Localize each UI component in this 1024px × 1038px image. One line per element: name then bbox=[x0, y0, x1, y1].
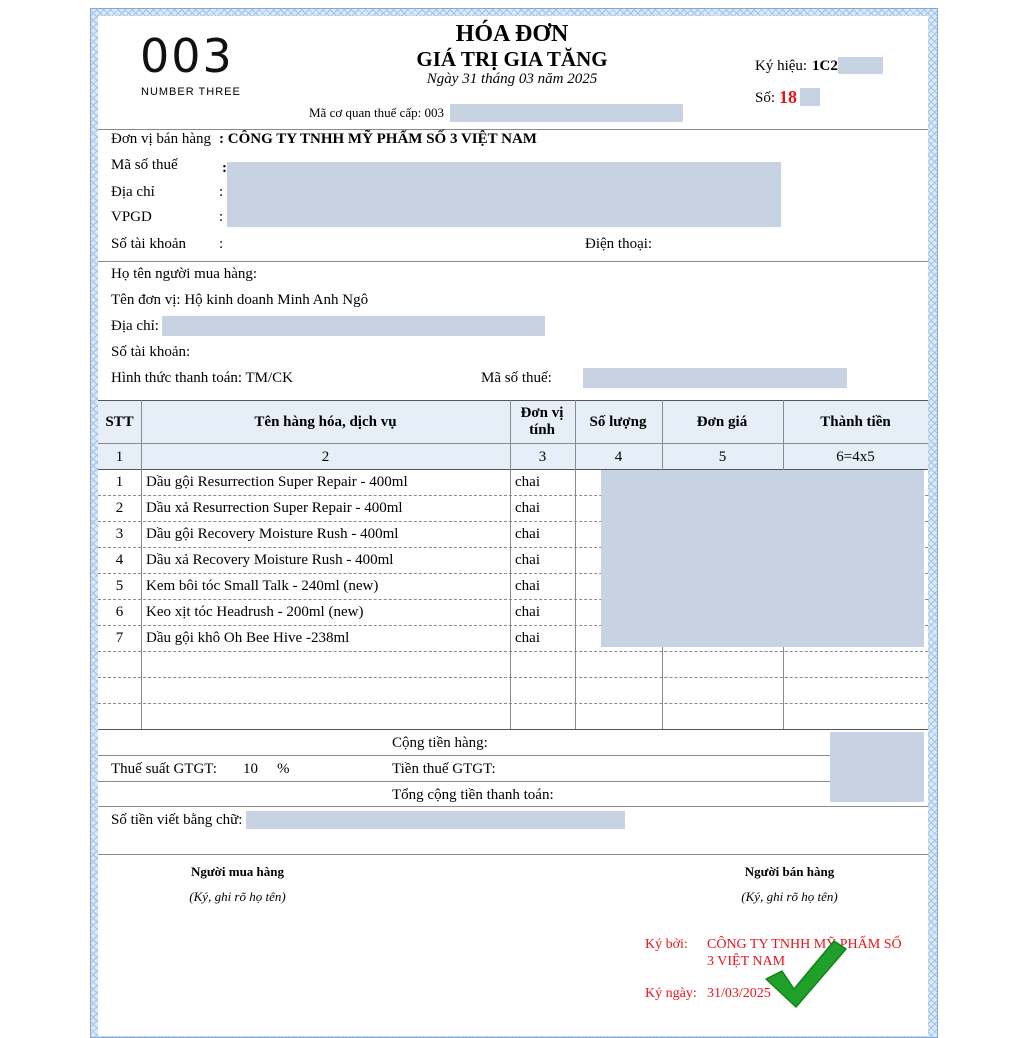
buyer-unit: Tên đơn vị: Hộ kinh doanh Minh Anh Ngô bbox=[111, 292, 369, 308]
seller-tax-colon: : bbox=[222, 160, 227, 176]
divider bbox=[98, 755, 830, 756]
divider bbox=[98, 806, 928, 807]
divider bbox=[98, 854, 928, 855]
header-item: Tên hàng hóa, dịch vụ bbox=[254, 413, 397, 430]
row-unit: chai bbox=[515, 630, 540, 646]
row-name: Dầu xả Resurrection Super Repair - 400ml bbox=[146, 500, 403, 516]
brand-logo-text: 003 bbox=[140, 33, 234, 77]
buyer-account-label: Số tài khoản: bbox=[111, 344, 191, 360]
grand-total-label: Tổng cộng tiền thanh toán: bbox=[392, 787, 554, 803]
symbol-value: 1C2 bbox=[812, 58, 838, 74]
checkmark-icon bbox=[762, 935, 848, 1013]
redacted-tax-code bbox=[450, 104, 683, 122]
redacted-buyer-tax bbox=[583, 368, 847, 388]
index-col-2: 2 bbox=[321, 449, 330, 465]
redacted-buyer-address bbox=[162, 316, 545, 336]
invoice-subtitle: GIÁ TRỊ GIA TĂNG bbox=[416, 47, 608, 71]
buyer-signature-note: (Ký, ghi rõ họ tên) bbox=[189, 889, 286, 904]
row-separator bbox=[98, 703, 928, 704]
row-unit: chai bbox=[515, 578, 540, 594]
row-stt: 2 bbox=[115, 500, 124, 516]
signed-by-line2: 3 VIỆT NAM bbox=[707, 954, 786, 969]
row-unit: chai bbox=[515, 552, 540, 568]
header-stt: STT bbox=[105, 413, 134, 430]
row-unit: chai bbox=[515, 500, 540, 516]
signed-date-label: Ký ngày: bbox=[645, 986, 697, 1001]
seller-signature-title: Người bán hàng bbox=[744, 864, 835, 879]
redacted-amount-in-words bbox=[246, 811, 625, 829]
row-separator bbox=[98, 677, 928, 678]
index-col-4: 4 bbox=[614, 449, 623, 465]
redacted-number bbox=[800, 88, 820, 106]
header-quantity: Số lượng bbox=[589, 413, 647, 430]
divider bbox=[98, 129, 928, 130]
seller-phone-label: Điện thoại: bbox=[585, 236, 653, 252]
seller-signature-note: (Ký, ghi rõ họ tên) bbox=[741, 889, 838, 904]
buyer-address-label: Địa chỉ: bbox=[111, 318, 159, 334]
payment-method: Hình thức thanh toán: TM/CK bbox=[111, 370, 294, 386]
seller-account-label: Số tài khoản bbox=[111, 236, 186, 252]
brand-logo bbox=[140, 33, 240, 77]
row-unit: chai bbox=[515, 474, 540, 490]
row-name: Kem bôi tóc Small Talk - 240ml (new) bbox=[146, 578, 379, 594]
index-col-6: 6=4x5 bbox=[836, 449, 875, 465]
seller-office-label: VPGD bbox=[111, 209, 152, 225]
redacted-prices bbox=[601, 470, 924, 647]
signed-by-label: Ký bởi: bbox=[645, 937, 688, 952]
buyer-tax-label: Mã số thuế: bbox=[481, 370, 552, 386]
seller-address-colon: : bbox=[219, 184, 224, 200]
index-col-5: 5 bbox=[718, 449, 727, 465]
index-col-1: 1 bbox=[115, 449, 124, 465]
row-stt: 6 bbox=[115, 604, 124, 620]
redacted-totals bbox=[830, 732, 924, 802]
seller-account-colon: : bbox=[219, 236, 224, 252]
header-unit-price: Đơn giá bbox=[696, 413, 748, 430]
number-label: Số: bbox=[755, 90, 776, 106]
row-stt: 7 bbox=[115, 630, 124, 646]
row-stt: 4 bbox=[115, 552, 124, 568]
tax-authority-code: Mã cơ quan thuế cấp: 003 bbox=[309, 105, 445, 120]
buyer-name-label: Họ tên người mua hàng: bbox=[111, 266, 258, 282]
invoice-number: 18 bbox=[779, 87, 797, 107]
row-name: Dầu xả Recovery Moisture Rush - 400ml bbox=[146, 552, 394, 568]
redacted-symbol bbox=[838, 57, 883, 74]
index-col-3: 3 bbox=[538, 449, 547, 465]
header-amount: Thành tiền bbox=[820, 413, 891, 430]
vat-rate-value: 10 bbox=[243, 761, 258, 777]
table-header-line bbox=[98, 443, 928, 444]
seller-tax-label: Mã số thuế bbox=[111, 157, 178, 173]
row-separator bbox=[98, 651, 928, 652]
divider bbox=[98, 261, 928, 262]
row-unit: chai bbox=[515, 604, 540, 620]
seller-unit-label: Đơn vị bán hàng bbox=[111, 131, 211, 147]
invoice-date: Ngày 31 tháng 03 năm 2025 bbox=[426, 71, 598, 87]
redacted-seller-info bbox=[227, 162, 781, 227]
signed-date-value: 31/03/2025 bbox=[707, 986, 771, 1001]
vat-rate-label: Thuế suất GTGT: bbox=[111, 761, 217, 777]
row-name: Dầu gội Recovery Moisture Rush - 400ml bbox=[146, 526, 399, 542]
row-stt: 1 bbox=[115, 474, 124, 490]
symbol-label: Ký hiệu: bbox=[755, 58, 808, 74]
seller-address-label: Địa chỉ bbox=[111, 184, 155, 200]
row-name: Dầu gội khô Oh Bee Hive -238ml bbox=[146, 630, 350, 646]
divider bbox=[98, 781, 830, 782]
header-unit: Đơn vị tính bbox=[520, 405, 564, 438]
amount-in-words-label: Số tiền viết bằng chữ: bbox=[111, 812, 243, 828]
row-stt: 5 bbox=[115, 578, 124, 594]
seller-office-colon: : bbox=[219, 209, 224, 225]
vat-rate-unit: % bbox=[277, 761, 290, 777]
row-name: Dầu gội Resurrection Super Repair - 400ml bbox=[146, 474, 408, 490]
vat-amount-label: Tiền thuế GTGT: bbox=[392, 761, 496, 777]
table-bottom-line bbox=[98, 729, 928, 730]
row-name: Keo xịt tóc Headrush - 200ml (new) bbox=[146, 604, 364, 620]
seller-unit-value: : CÔNG TY TNHH MỸ PHẨM SỐ 3 VIỆT NAM bbox=[219, 131, 537, 147]
row-unit: chai bbox=[515, 526, 540, 542]
subtotal-label: Cộng tiền hàng: bbox=[392, 735, 488, 751]
invoice-title: HÓA ĐƠN bbox=[455, 21, 569, 47]
buyer-signature-title: Người mua hàng bbox=[190, 864, 285, 879]
signed-by-line1: CÔNG TY TNHH MỸ PHẨM SỐ bbox=[707, 937, 902, 952]
brand-name: NUMBER THREE bbox=[141, 86, 241, 98]
row-stt: 3 bbox=[115, 526, 124, 542]
